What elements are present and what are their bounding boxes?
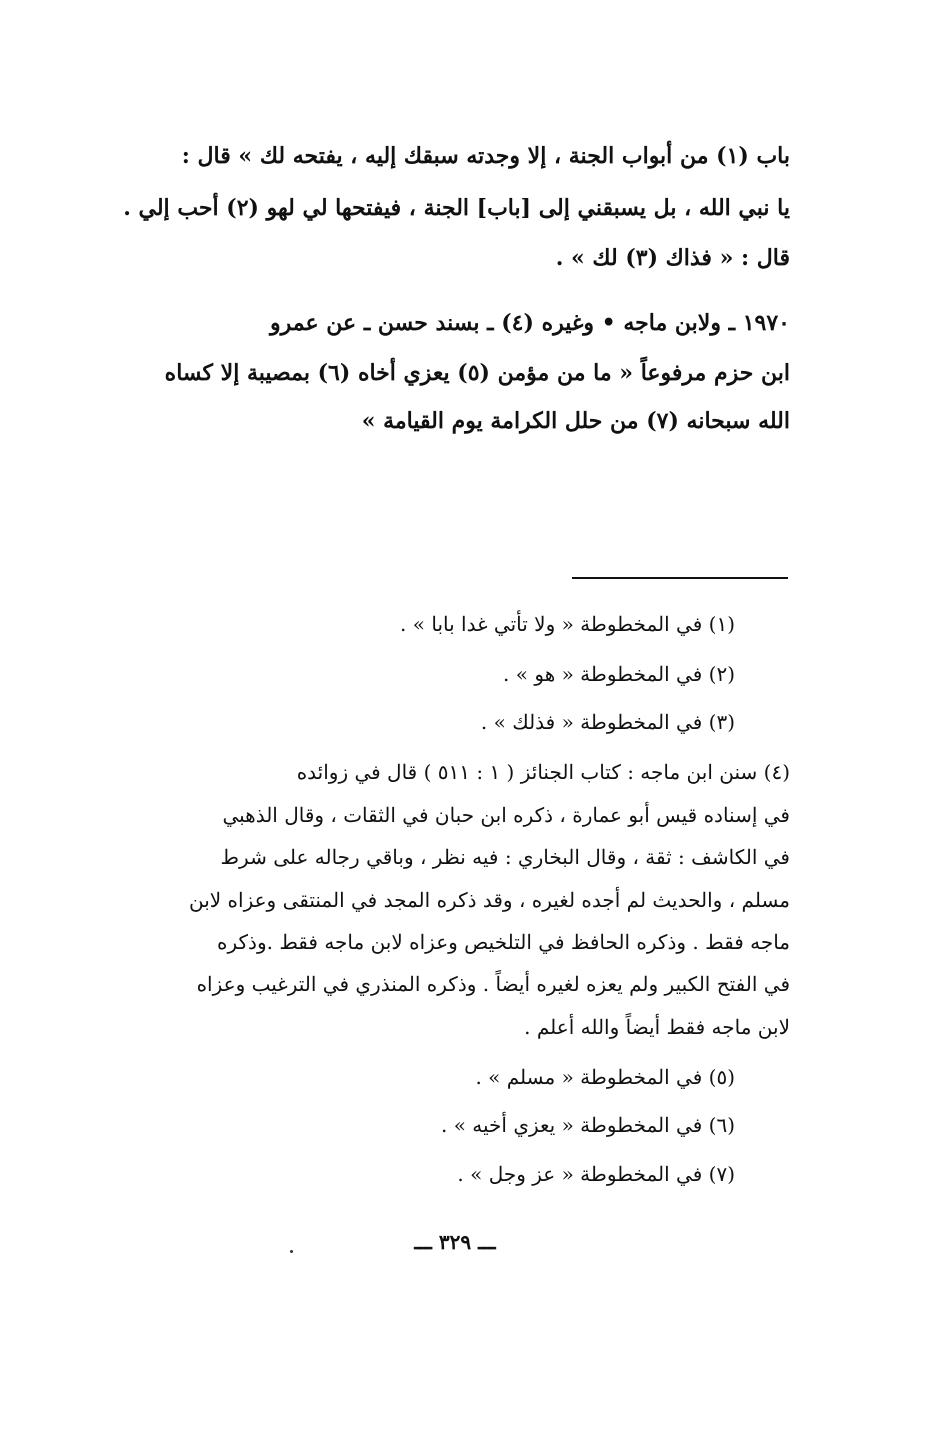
main-text-line: الله سبحانه (٧) من حلل الكرامة يوم القيامة » — [361, 408, 790, 434]
footnote-separator — [572, 577, 788, 579]
footnote-line: (٢) في المخطوطة « هو » . — [503, 662, 735, 686]
footnote-line: في إسناده قيس أبو عمارة ، ذكره ابن حبان في الثقات ، وقال الذهبي — [222, 803, 790, 827]
footnote-line: (٧) في المخطوطة « عز وجل » . — [457, 1162, 735, 1186]
footnote-line: في الكاشف : ثقة ، وقال البخاري : فيه نظر ، وباقي رجاله على شرط — [220, 845, 790, 869]
scan-speck — [290, 1250, 293, 1253]
footnote-line: (٤) سنن ابن ماجه : كتاب الجنائز ( ١ : ٥١١ ) قال في زوائده — [296, 760, 790, 784]
footnote-line: مسلم ، والحديث لم أجده لغيره ، وقد ذكره المجد في المنتقى وعزاه لابن — [189, 888, 790, 912]
page-number: ـــ ٣٢٩ ـــ — [414, 1230, 496, 1254]
footnote-line: (١) في المخطوطة « ولا تأتي غدا بابا » . — [400, 612, 735, 636]
footnote-line: (٥) في المخطوطة « مسلم » . — [475, 1065, 735, 1089]
footnote-line: ماجه فقط . وذكره الحافظ في التلخيص وعزاه لابن ماجه فقط .وذكره — [217, 930, 790, 954]
footnote-line: (٦) في المخطوطة « يعزي أخيه » . — [440, 1113, 735, 1137]
footnote-line: لابن ماجه فقط أيضاً والله أعلم . — [524, 1015, 790, 1039]
footnote-line: في الفتح الكبير ولم يعزه لغيره أيضاً . وذكره المنذري في الترغيب وعزاه — [196, 972, 790, 996]
main-text-line: ١٩٧٠ ـ ولابن ماجه • وغيره (٤) ـ بسند حسن ـ عن عمرو — [270, 310, 790, 336]
main-text-line: ابن حزم مرفوعاً « ما من مؤمن (٥) يعزي أخاه (٦) بمصيبة إلا كساه — [164, 360, 790, 386]
main-text-line: قال : « فذاك (٣) لك » . — [555, 245, 790, 271]
footnote-line: (٣) في المخطوطة « فذلك » . — [480, 710, 735, 734]
main-text-line: يا نبي الله ، بل يسبقني إلى [باب] الجنة ، فيفتحها لي لهو (٢) أحب إلي . — [123, 195, 790, 221]
main-text-line: باب (١) من أبواب الجنة ، إلا وجدته سبقك إليه ، يفتحه لك » قال : — [181, 143, 790, 169]
